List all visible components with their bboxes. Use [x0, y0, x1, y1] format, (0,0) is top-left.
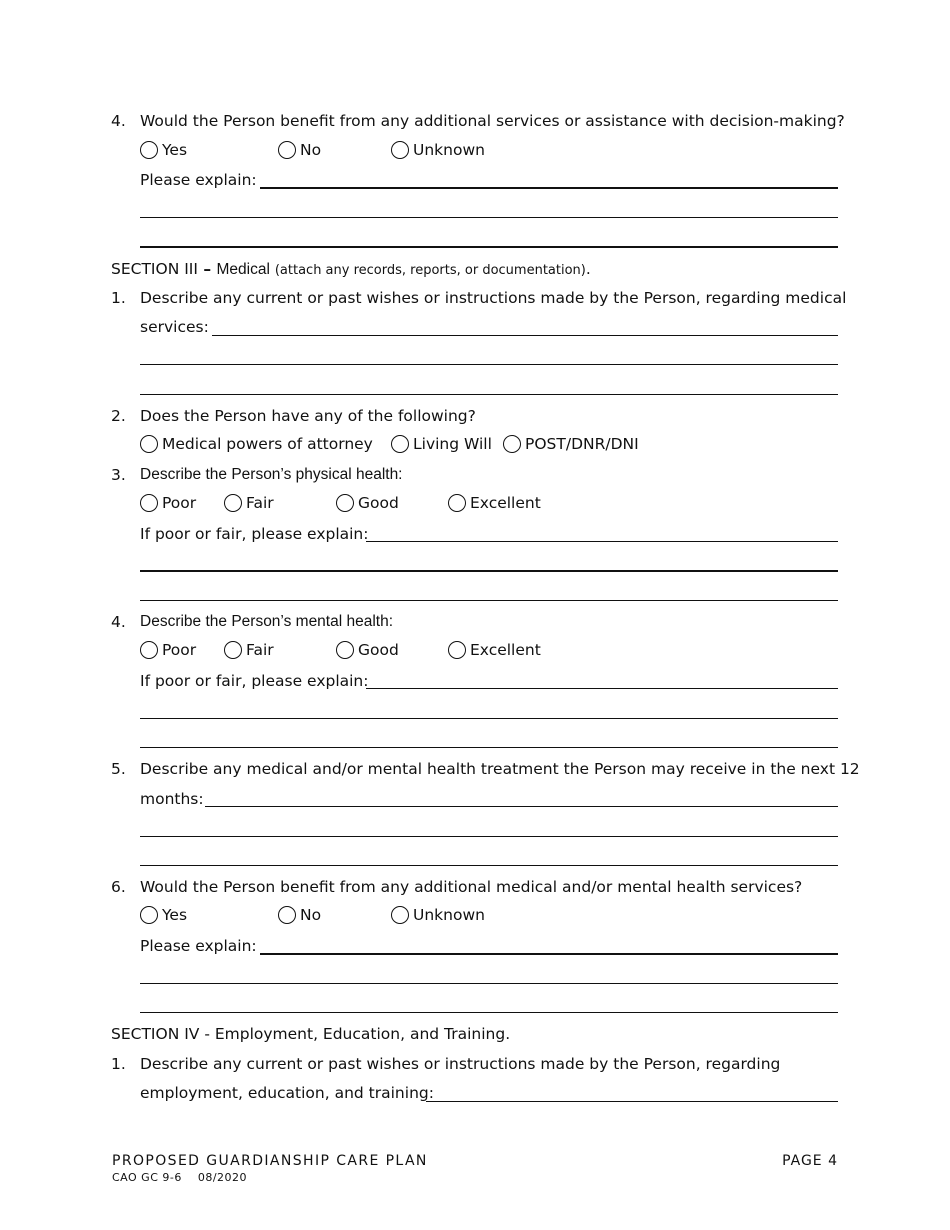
answer-line[interactable]: [426, 1101, 838, 1102]
question-text: Would the Person benefit from any additional medical and/or mental health services?: [140, 878, 803, 896]
radio-label: No: [300, 906, 322, 924]
radio-label: Medical powers of attorney: [162, 435, 373, 453]
radio-no[interactable]: [278, 141, 321, 159]
question-text-continued: employment, education, and training:: [140, 1084, 434, 1102]
explain-label: If poor or fair, please explain:: [140, 525, 369, 543]
radio-circle-icon[interactable]: [140, 494, 158, 512]
question-text: Would the Person benefit from any additional services or assistance with decision-making?: [140, 112, 845, 130]
radio-label: Unknown: [413, 906, 485, 924]
radio-excellent[interactable]: [448, 641, 541, 659]
radio-label: Good: [358, 494, 399, 512]
radio-label: No: [300, 141, 322, 159]
question-text-continued: services:: [140, 318, 209, 336]
radio-circle-icon[interactable]: [224, 641, 242, 659]
radio-circle-icon[interactable]: [391, 141, 409, 159]
section-heading: [111, 260, 591, 279]
form-code: CAO GC 9-6: [112, 1171, 182, 1184]
radio-label: Yes: [162, 906, 188, 924]
question-text: Describe the Person’s mental health:: [140, 613, 394, 630]
question-text: Describe any medical and/or mental health treatment the Person may receive in the next 12: [140, 760, 860, 778]
radio-poor[interactable]: [140, 494, 196, 512]
radio-label: Excellent: [470, 641, 541, 659]
section-title: Medical: [216, 261, 270, 278]
answer-line[interactable]: [140, 747, 838, 748]
radio-circle-icon[interactable]: [503, 435, 521, 453]
radio-living-will[interactable]: [391, 435, 492, 453]
radio-label: Unknown: [413, 141, 485, 159]
radio-circle-icon[interactable]: [336, 641, 354, 659]
question-text: Describe any current or past wishes or instructions made by the Person, regarding medical: [140, 289, 847, 307]
radio-medical-poa[interactable]: [140, 435, 373, 453]
answer-line[interactable]: [212, 335, 838, 336]
answer-line[interactable]: [140, 570, 838, 572]
question-number: 4.: [111, 613, 126, 631]
radio-circle-icon[interactable]: [140, 141, 158, 159]
question-number: 1.: [111, 289, 126, 307]
section-heading: SECTION IV - Employment, Education, and Training.: [111, 1025, 511, 1043]
answer-line[interactable]: [366, 541, 838, 542]
section-dash: –: [197, 260, 217, 278]
radio-label: Excellent: [470, 494, 541, 512]
radio-circle-icon[interactable]: [278, 906, 296, 924]
radio-yes[interactable]: [140, 141, 187, 159]
radio-good[interactable]: [336, 641, 399, 659]
answer-line[interactable]: [140, 836, 838, 837]
radio-circle-icon[interactable]: [391, 906, 409, 924]
answer-line[interactable]: [260, 187, 838, 189]
radio-circle-icon[interactable]: [448, 641, 466, 659]
radio-poor[interactable]: [140, 641, 196, 659]
answer-line[interactable]: [140, 364, 838, 365]
section-number: SECTION III: [111, 260, 198, 278]
question-number: 4.: [111, 112, 126, 130]
answer-line[interactable]: [140, 1012, 838, 1013]
radio-circle-icon[interactable]: [391, 435, 409, 453]
question-text-continued: months:: [140, 790, 204, 808]
radio-excellent[interactable]: [448, 494, 541, 512]
answer-line[interactable]: [366, 688, 838, 689]
question-number: 2.: [111, 407, 126, 425]
question-text: Describe the Person’s physical health:: [140, 466, 403, 483]
radio-circle-icon[interactable]: [140, 906, 158, 924]
radio-label: Good: [358, 641, 399, 659]
radio-fair[interactable]: [224, 494, 274, 512]
radio-circle-icon[interactable]: [278, 141, 296, 159]
footer-form-code: [112, 1171, 247, 1184]
radio-circle-icon[interactable]: [140, 641, 158, 659]
answer-line[interactable]: [140, 217, 838, 218]
answer-line[interactable]: [140, 718, 838, 719]
explain-label: Please explain:: [140, 171, 257, 189]
radio-label: Fair: [246, 641, 274, 659]
explain-label: Please explain:: [140, 937, 257, 955]
radio-label: Living Will: [413, 435, 492, 453]
radio-circle-icon[interactable]: [336, 494, 354, 512]
radio-label: Poor: [162, 494, 197, 512]
radio-label: Fair: [246, 494, 274, 512]
footer-form-title: PROPOSED GUARDIANSHIP CARE PLAN: [112, 1153, 428, 1169]
answer-line[interactable]: [260, 953, 838, 955]
radio-no[interactable]: [278, 906, 321, 924]
question-number: 3.: [111, 466, 126, 484]
radio-good[interactable]: [336, 494, 399, 512]
radio-circle-icon[interactable]: [224, 494, 242, 512]
answer-line[interactable]: [205, 806, 838, 807]
radio-post-dnr-dni[interactable]: [503, 435, 639, 453]
question-text: Does the Person have any of the following?: [140, 407, 476, 425]
radio-fair[interactable]: [224, 641, 274, 659]
radio-unknown[interactable]: [391, 141, 485, 159]
section-note: (attach any records, reports, or documentation): [274, 263, 586, 278]
question-number: 6.: [111, 878, 126, 896]
radio-circle-icon[interactable]: [448, 494, 466, 512]
radio-unknown[interactable]: [391, 906, 485, 924]
section-end: .: [585, 260, 591, 278]
radio-yes[interactable]: [140, 906, 187, 924]
radio-label: POST/DNR/DNI: [525, 435, 639, 453]
answer-line[interactable]: [140, 394, 838, 395]
answer-line[interactable]: [140, 600, 838, 601]
radio-label: Yes: [162, 141, 188, 159]
radio-label: Poor: [162, 641, 197, 659]
answer-line[interactable]: [140, 865, 838, 866]
question-number: 5.: [111, 760, 126, 778]
explain-label: If poor or fair, please explain:: [140, 672, 369, 690]
radio-circle-icon[interactable]: [140, 435, 158, 453]
answer-line[interactable]: [140, 983, 838, 984]
form-date: 08/2020: [197, 1171, 248, 1184]
page-number: PAGE 4: [782, 1153, 838, 1169]
question-text: Describe any current or past wishes or instructions made by the Person, regarding: [140, 1055, 781, 1073]
question-number: 1.: [111, 1055, 126, 1073]
answer-line[interactable]: [140, 246, 838, 248]
